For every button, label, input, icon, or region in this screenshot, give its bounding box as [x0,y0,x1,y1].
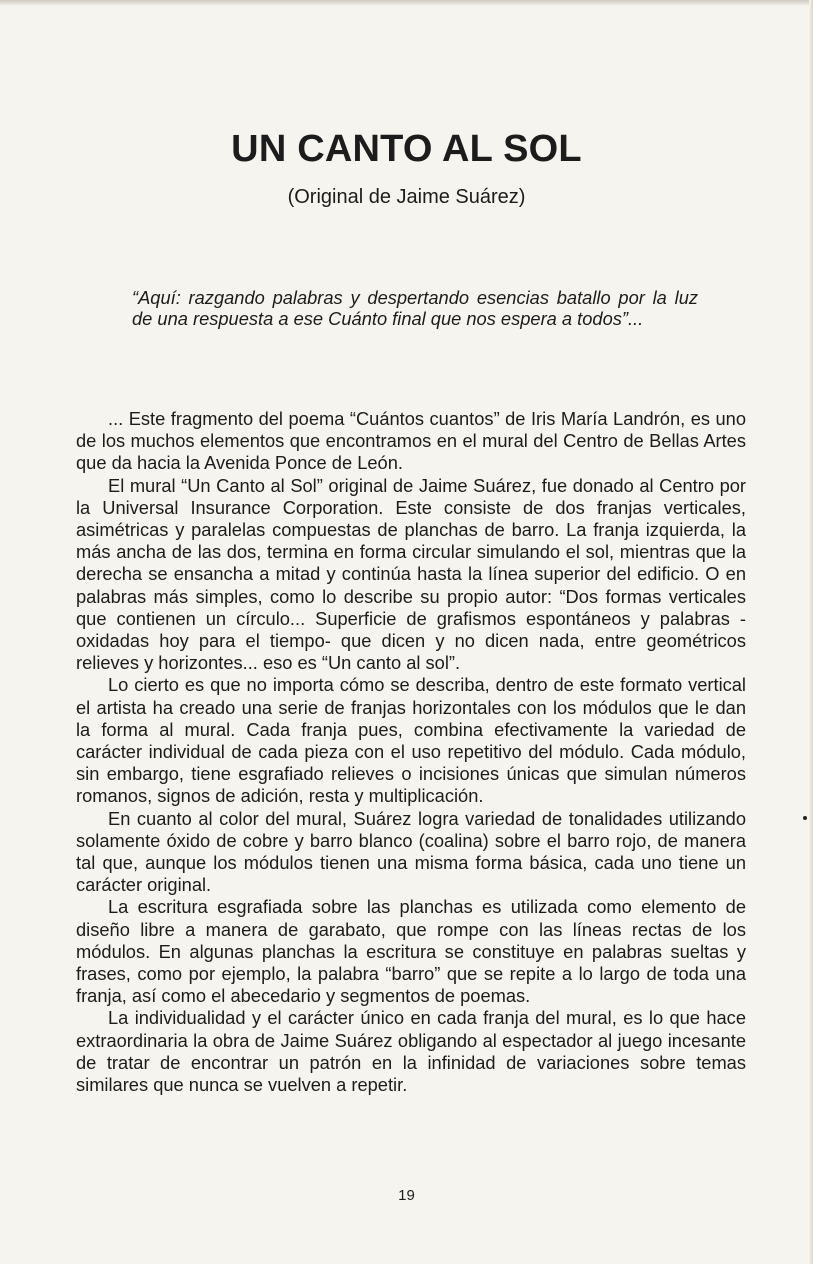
paragraph-3: Lo cierto es que no importa cómo se describa, dentro de este formato vertical el artista ha creado una serie de franjas horizontales con los módulos que le dan la forma al mural. Cada franja pues, combina efectivamente la variedad de carácter individual de cada pieza con el uso repetitivo del módulo. Cada módulo, sin embargo, tiene esgrafiado relieves o incisiones únicas que simulan números romanos, signos de adición, resta y multiplicación. [76,674,746,807]
page-number: 19 [398,1187,415,1204]
article-subtitle: (Original de Jaime Suárez) [287,186,526,208]
paragraph-4: En cuanto al color del mural, Suárez logra variedad de tonalidades utilizando solamente óxido de cobre y barro blanco (coalina) sobre el barro rojo, de manera tal que, aunque los módulos tienen una misma forma básica, cada uno tiene un carácter original. [76,807,746,896]
paragraph-5: La escritura esgrafiada sobre las planchas es utilizada como elemento de diseño libre a manera de garabato, que rompe con las líneas rectas de los módulos. En algunas planchas la escritura se constituye en palabras sueltas y frases, como por ejemplo, la palabra “barro” que se repite a lo largo de toda una franja, así como el abecedario y segmentos de poemas. [76,896,746,1007]
paragraph-2: El mural “Un Canto al Sol” original de Jaime Suárez, fue donado al Centro por la Universal Insurance Corporation. Este consiste de dos franjas verticales, asimétricas y paralelas compuestas de planchas de barro. La franja izquierda, la más ancha de las dos, termina en forma circular simulando el sol, mientras que la derecha se ensancha a mitad y continúa hasta la línea superior del edificio. O en palabras más simples, como lo describe su propio autor: “Dos formas verticales que contienen un círculo... Superficie de grafismos espontáneos y palabras -oxidadas hoy para el tiempo- que dicen y no dicen nada, entre geométricos relieves y horizontes... eso es “Un canto al sol”. [76,474,746,674]
epigraph-quote: “Aquí: razgando palabras y despertando esencias batallo por la luz de una respuesta a ese Cuánto final que nos espera a todos”... [132,287,698,329]
article-title: UN CANTO AL SOL [231,128,582,170]
paragraph-1: ... Este fragmento del poema “Cuántos cuantos” de Iris María Landrón, es uno de los muchos elementos que encontramos en el mural del Centro de Bellas Artes que da hacia la Avenida Ponce de León. [76,408,746,474]
page-edge-shadow [0,0,813,6]
article-body [76,408,746,1096]
scan-speck [803,816,807,820]
paragraph-6: La individualidad y el carácter único en cada franja del mural, es lo que hace extraordinaria la obra de Jaime Suárez obligando al espectador al juego incesante de tratar de encontrar un patrón en la infinidad de variaciones sobre temas similares que nunca se vuelven a repetir. [76,1007,746,1096]
